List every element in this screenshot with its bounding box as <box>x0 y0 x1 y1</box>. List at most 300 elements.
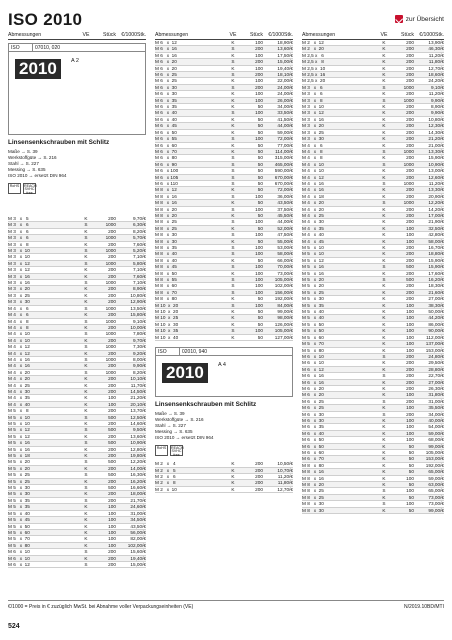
row-dimension: M 6 x 35 <box>155 97 177 103</box>
row-price: 10,80/€ <box>428 116 444 122</box>
row-wn: K <box>382 116 386 122</box>
row-stock: 200 <box>406 110 414 116</box>
row-price: 13,70/€ <box>130 408 146 414</box>
row-dimension: M 6 x 55 <box>155 136 177 142</box>
row-dimension: M 5 x 40 <box>302 315 324 321</box>
row-wn: K <box>231 270 235 276</box>
row-price: 5,80/€ <box>132 260 146 266</box>
row-dimension: M 4 x 12 <box>302 174 324 180</box>
row-stock: 100 <box>108 529 116 535</box>
row-wn: S <box>382 180 386 186</box>
row-price: 59,00/€ <box>428 430 444 436</box>
row-wn: S <box>231 155 235 161</box>
row-wn: S <box>231 245 235 250</box>
row-dimension: M 5 x 35 <box>8 504 30 510</box>
row-price: 19,40/€ <box>130 555 146 561</box>
row-price: 10,10/€ <box>130 376 146 382</box>
row-wn: K <box>231 309 235 315</box>
row-price: 17,60/€ <box>428 270 444 276</box>
row-wn: K <box>231 116 235 122</box>
row-price: 45,50/€ <box>277 212 293 218</box>
row-stock: 1000 <box>105 305 116 311</box>
col-wn: VE <box>229 32 237 38</box>
row-stock: 1000 <box>105 280 116 286</box>
row-wn: S <box>231 136 235 142</box>
row-wn: S <box>382 501 386 507</box>
row-price: 7,80/€ <box>132 331 146 337</box>
row-price: 66,00/€ <box>277 257 293 263</box>
row-stock: 50 <box>257 155 263 161</box>
row-stock: 50 <box>408 456 414 462</box>
info-line[interactable]: Werkstoffgüte → S. 216 <box>155 417 204 423</box>
row-stock: 200 <box>406 193 414 199</box>
row-dimension: M 6 x 50 <box>302 437 324 443</box>
row-stock: 100 <box>406 417 414 423</box>
row-wn: K <box>84 395 88 401</box>
row-price: 15,60/€ <box>130 549 146 555</box>
row-wn: K <box>382 123 386 129</box>
row-stock: 200 <box>406 385 414 391</box>
row-dimension: M 5 x 20 <box>302 283 324 289</box>
row-price: 9,90/€ <box>430 110 444 116</box>
row-wn: K <box>382 437 386 443</box>
row-dimension: M 5 x 16 <box>8 440 30 446</box>
row-dimension: M 6 x 16 <box>302 373 324 379</box>
row-price: 18,60/€ <box>428 72 444 78</box>
row-stock: 100 <box>255 328 263 334</box>
compliance-badges <box>155 445 293 456</box>
row-dimension: M 3 x 25 <box>302 129 324 135</box>
row-stock: 200 <box>108 292 116 298</box>
row-dimension: M 4 x 18 <box>302 193 324 199</box>
row-stock: 200 <box>108 421 116 426</box>
row-price: 13,00/€ <box>428 168 444 174</box>
row-dimension: M 3 x 8 <box>302 97 323 103</box>
row-price: 35,50/€ <box>428 405 444 411</box>
row-stock: 200 <box>255 473 263 479</box>
row-stock: 50 <box>257 161 263 167</box>
row-wn: K <box>382 302 386 308</box>
row-price: 137,00/€ <box>425 341 444 347</box>
row-price: 9,10/€ <box>430 84 444 90</box>
row-stock: 100 <box>406 430 414 436</box>
row-price: 10,00/€ <box>130 324 146 330</box>
row-wn: S <box>231 59 235 65</box>
row-wn: K <box>382 225 386 231</box>
row-wn: K <box>382 257 386 263</box>
row-dimension: M 10 x 20 <box>155 302 179 308</box>
row-price: 590,00/€ <box>274 168 293 174</box>
row-stock: 100 <box>255 110 263 116</box>
row-stock: 200 <box>406 91 414 97</box>
col-price: €/1000Stk. <box>419 32 444 38</box>
row-stock: 200 <box>406 379 414 385</box>
row-dimension: M 6 x 40 <box>155 110 177 116</box>
row-wn: K <box>84 312 88 318</box>
row-dimension: M 5 x 10 <box>8 414 30 420</box>
row-wn: K <box>382 155 386 161</box>
row-price: 56,00/€ <box>130 529 146 535</box>
row-dimension: M 2 x 5 <box>155 467 176 473</box>
row-stock: 100 <box>406 302 414 308</box>
row-stock: 200 <box>406 72 414 78</box>
row-stock: 200 <box>406 78 414 84</box>
row-price: 127,00/€ <box>274 334 293 340</box>
row-stock: 200 <box>108 453 116 459</box>
row-price: 18,90/€ <box>277 40 293 45</box>
row-stock: 100 <box>406 341 414 347</box>
row-dimension: M 4 x 10 <box>302 168 324 174</box>
row-dimension: M 5 x 30 <box>8 485 30 491</box>
row-price: 65,00/€ <box>428 469 444 475</box>
row-dimension: M 5 x 20 <box>302 277 324 283</box>
row-stock: 200 <box>406 46 414 52</box>
row-dimension: M 8 x 16 <box>302 469 324 475</box>
row-price: 10,90/€ <box>130 440 146 446</box>
row-dimension: M 2,5 x 8 <box>302 59 324 65</box>
row-price: 14,00/€ <box>130 465 146 471</box>
row-wn: S <box>84 369 88 375</box>
row-stock: 50 <box>257 116 263 122</box>
row-stock: 100 <box>108 395 116 401</box>
row-stock: 1000 <box>105 369 116 375</box>
row-wn: S <box>231 219 235 225</box>
col-stock: Stück <box>103 32 116 38</box>
row-wn: K <box>231 238 235 244</box>
row-price: 7,60/€ <box>132 241 146 247</box>
row-price: 41,50/€ <box>277 116 293 122</box>
row-stock: 100 <box>255 65 263 71</box>
row-dimension: M 8 x 25 <box>302 494 324 500</box>
row-stock: 500 <box>108 414 116 420</box>
row-price: 12,90/€ <box>130 299 146 305</box>
row-dimension: M 8 x 25 <box>302 488 324 494</box>
row-price: 24,20/€ <box>428 78 444 84</box>
row-price: 126,00/€ <box>274 321 293 327</box>
row-price: 24,00/€ <box>277 84 293 90</box>
row-wn: K <box>231 321 235 327</box>
row-wn: K <box>84 446 88 452</box>
row-stock: 500 <box>108 472 116 478</box>
col-wn: VE <box>82 32 90 38</box>
row-stock: 200 <box>108 273 116 279</box>
row-wn: K <box>382 366 386 372</box>
row-dimension: M 2,5 x 6 <box>302 52 324 58</box>
info-line[interactable]: Messing → S. 635 <box>155 429 193 435</box>
row-price: 58,00/€ <box>277 251 293 257</box>
row-stock: 500 <box>108 459 116 465</box>
row-wn: K <box>231 212 235 218</box>
row-stock: 200 <box>406 104 414 110</box>
info-line[interactable]: Maße → S. 39 <box>155 411 185 417</box>
price-table-3 <box>302 40 444 514</box>
row-wn: K <box>84 433 88 439</box>
row-price: 112,00/€ <box>426 334 444 340</box>
row-price: 6,30/€ <box>132 222 146 228</box>
row-dimension: M 6 x 45 <box>155 123 177 129</box>
row-stock: 100 <box>255 245 263 250</box>
row-stock: 50 <box>257 142 263 148</box>
row-stock: 50 <box>408 507 414 513</box>
row-price: 114,00/€ <box>275 148 293 154</box>
row-price: 37,50/€ <box>277 206 293 212</box>
row-dimension: M 8 x 25 <box>155 225 177 231</box>
row-dimension: M 8 x 80 <box>155 296 177 302</box>
row-price: 34,00/€ <box>428 411 444 417</box>
row-stock: 100 <box>406 475 414 481</box>
row-stock: 100 <box>255 206 263 212</box>
row-dimension: M 8 x 30 <box>155 232 177 238</box>
table-row <box>8 562 146 568</box>
row-wn: S <box>382 398 386 404</box>
row-wn: K <box>231 315 235 321</box>
row-stock: 100 <box>108 401 116 407</box>
row-price: 86,00/€ <box>428 321 444 327</box>
row-price: 18,30/€ <box>428 283 444 289</box>
row-price: 99,00/€ <box>428 443 444 449</box>
row-price: 77,00/€ <box>277 142 293 148</box>
row-price: 47,50/€ <box>277 232 293 238</box>
row-dimension: M 5 x 25 <box>8 472 30 478</box>
row-stock: 200 <box>406 296 414 302</box>
row-wn: K <box>84 292 88 298</box>
row-price: 22,00/€ <box>277 78 293 84</box>
row-price: 18,80/€ <box>428 251 444 257</box>
row-price: 670,00/€ <box>274 174 293 180</box>
row-stock: 50 <box>408 482 414 488</box>
row-wn: S <box>231 110 235 116</box>
row-wn: K <box>382 59 386 65</box>
row-wn: K <box>231 129 235 135</box>
row-dimension: M 8 x 60 <box>155 283 177 289</box>
row-stock: 200 <box>406 187 414 193</box>
row-wn: K <box>84 299 88 305</box>
row-dimension: M 5 x 80 <box>302 347 324 353</box>
row-dimension: M 6 x 80 <box>155 155 177 161</box>
row-dimension: M 8 x 35 <box>155 245 177 250</box>
row-dimension: M 5 x 70 <box>302 341 324 347</box>
row-wn: K <box>382 482 386 488</box>
row-price: 15,90/€ <box>428 257 444 263</box>
row-wn: K <box>84 491 88 497</box>
row-wn: K <box>382 405 386 411</box>
row-dimension: M 5 x 16 <box>302 264 324 270</box>
row-wn: K <box>84 401 88 407</box>
row-price: 38,30/€ <box>428 302 444 308</box>
row-stock: 50 <box>257 238 263 244</box>
row-dimension: M 3 x 20 <box>8 286 30 292</box>
row-price: 14,20/€ <box>428 206 444 212</box>
row-wn: K <box>84 542 88 548</box>
row-stock: 1000 <box>403 180 414 186</box>
row-stock: 200 <box>108 491 116 497</box>
overview-link[interactable] <box>395 15 444 23</box>
row-wn: K <box>84 421 88 426</box>
row-dimension: M 5 x 12 <box>8 433 30 439</box>
row-stock: 100 <box>406 424 414 430</box>
row-price: 13,60/€ <box>277 46 293 52</box>
row-price: 19,40/€ <box>277 65 293 71</box>
row-stock: 100 <box>255 219 263 225</box>
row-dimension: M 4 x 16 <box>302 180 324 186</box>
row-wn: K <box>84 273 88 279</box>
row-wn: S <box>231 161 235 167</box>
row-stock: 200 <box>108 549 116 555</box>
row-stock: 1000 <box>105 222 116 228</box>
row-price: 7,10/€ <box>132 280 146 286</box>
row-dimension: M 3 x 16 <box>8 280 30 286</box>
row-dimension: M 8 x 20 <box>155 206 177 212</box>
row-wn: K <box>231 97 235 103</box>
row-stock: 200 <box>406 52 414 58</box>
row-price: 65,00/€ <box>428 488 444 494</box>
row-stock: 50 <box>408 469 414 475</box>
row-dimension: M 2,5 x 20 <box>302 78 326 84</box>
row-price: 7,60/€ <box>132 273 146 279</box>
row-price: 17,50/€ <box>277 52 293 58</box>
row-wn: K <box>84 254 88 260</box>
row-dimension: M 5 x 35 <box>8 497 30 503</box>
row-price: 31,80/€ <box>428 392 444 398</box>
column-2 <box>155 31 293 493</box>
row-dimension: M 6 x 40 <box>155 116 177 122</box>
row-stock: 1000 <box>105 331 116 337</box>
row-stock: 100 <box>255 289 263 295</box>
row-dimension: M 6 x 25 <box>155 72 177 78</box>
row-wn: K <box>382 417 386 423</box>
row-wn: K <box>84 286 88 292</box>
row-stock: 1000 <box>105 356 116 362</box>
column-header <box>8 31 146 40</box>
row-price: 10,50/€ <box>277 461 293 467</box>
row-stock: 50 <box>257 321 263 327</box>
row-stock: 100 <box>255 193 263 199</box>
row-price: 8,90/€ <box>132 286 146 292</box>
row-stock: 50 <box>257 200 263 206</box>
row-stock: 50 <box>257 225 263 231</box>
row-stock: 500 <box>406 277 414 283</box>
product-material: A 4 <box>218 362 226 369</box>
row-stock: 200 <box>108 561 116 567</box>
row-price: 15,00/€ <box>130 561 146 567</box>
row-dimension: M 10 x 40 <box>155 334 179 340</box>
row-wn: K <box>382 360 386 366</box>
info-line[interactable]: Werkstoffgüte → S. 216 <box>8 155 57 160</box>
row-price: 68,00/€ <box>428 437 444 443</box>
row-dimension: M 8 x 25 <box>155 219 177 225</box>
row-dimension: M 3 x 6 <box>302 91 323 97</box>
row-dimension: M 5 x 80 <box>8 542 30 548</box>
info-line[interactable]: Maße → S. 39 <box>8 149 38 154</box>
row-wn: S <box>231 232 235 238</box>
row-price: 42,80/€ <box>428 232 444 238</box>
row-wn: K <box>382 219 386 225</box>
row-stock: 500 <box>108 485 116 491</box>
footer-ref: N/2019.10BD/MTI <box>403 604 444 610</box>
row-stock: 200 <box>108 376 116 382</box>
row-wn: S <box>84 235 88 241</box>
row-stock: 100 <box>406 488 414 494</box>
row-stock: 1000 <box>105 248 116 254</box>
row-dimension: M 6 x 30 <box>302 411 324 417</box>
info-line[interactable]: Stahl → S. 227 <box>155 423 186 429</box>
row-wn: K <box>84 363 88 369</box>
row-wn: S <box>382 84 386 90</box>
row-stock: 100 <box>255 277 263 283</box>
row-wn: S <box>231 251 235 257</box>
row-stock: 100 <box>406 347 414 353</box>
row-stock: 200 <box>406 219 414 225</box>
row-price: 70,00/€ <box>277 264 293 270</box>
row-stock: 200 <box>108 267 116 273</box>
row-wn: K <box>84 388 88 394</box>
row-dimension: M 4 x 30 <box>8 388 30 394</box>
row-wn: S <box>231 206 235 212</box>
row-dimension: M 5 x 50 <box>302 321 324 327</box>
row-wn: K <box>382 341 386 347</box>
row-dimension: M 4 x 16 <box>302 187 324 193</box>
row-dimension: M 6 x 50 <box>155 129 177 135</box>
row-wn: K <box>231 334 235 340</box>
row-dimension: M 8 x 70 <box>155 289 177 295</box>
row-wn: K <box>231 486 235 492</box>
row-wn: K <box>382 430 386 436</box>
row-stock: 200 <box>108 555 116 561</box>
row-dimension: M 8 x 55 <box>155 277 177 283</box>
row-dimension: M 8 x 30 <box>302 501 324 507</box>
row-stock: 100 <box>255 283 263 289</box>
row-wn: K <box>382 296 386 302</box>
row-wn: K <box>382 462 386 468</box>
product-code-1: ISO <box>9 44 33 51</box>
row-price: 9,90/€ <box>430 97 444 103</box>
row-wn: K <box>231 200 235 206</box>
row-dimension: M 4 x 40 <box>8 401 30 407</box>
col-wn: VE <box>380 32 388 38</box>
row-wn: K <box>231 480 235 486</box>
row-stock: 50 <box>257 180 263 186</box>
row-stock: 200 <box>108 433 116 439</box>
row-price: 13,50/€ <box>130 305 146 311</box>
row-stock: 50 <box>257 296 263 302</box>
row-dimension: M 5 x 50 <box>302 328 324 334</box>
row-stock: 200 <box>406 206 414 212</box>
row-dimension: M 4 x 35 <box>8 395 30 401</box>
row-dimension: M 3 x 10 <box>8 248 30 254</box>
rohs-badge: RoHS <box>155 445 168 456</box>
row-dimension: M 6 x 12 <box>302 366 324 372</box>
row-stock: 100 <box>255 251 263 257</box>
row-price: 26,30/€ <box>428 385 444 391</box>
info-line[interactable]: Messing → S. 635 <box>8 167 46 172</box>
row-stock: 100 <box>406 225 414 231</box>
row-price: 72,00/€ <box>277 187 293 193</box>
row-dimension: M 6 x 20 <box>302 392 324 398</box>
row-price: 43,50/€ <box>277 200 293 206</box>
row-wn: K <box>84 324 88 330</box>
row-stock: 100 <box>406 437 414 443</box>
row-price: 63,00/€ <box>428 482 444 488</box>
row-dimension: M 5 x 8 <box>8 408 29 414</box>
row-wn: K <box>84 529 88 535</box>
row-price: 14,30/€ <box>428 129 444 135</box>
row-wn: K <box>84 523 88 529</box>
info-line[interactable]: Stahl → S. 227 <box>8 161 39 166</box>
row-price: 99,00/€ <box>428 507 444 513</box>
product-material: A 2 <box>71 58 79 64</box>
row-wn: K <box>84 350 88 356</box>
row-wn: K <box>84 216 88 221</box>
